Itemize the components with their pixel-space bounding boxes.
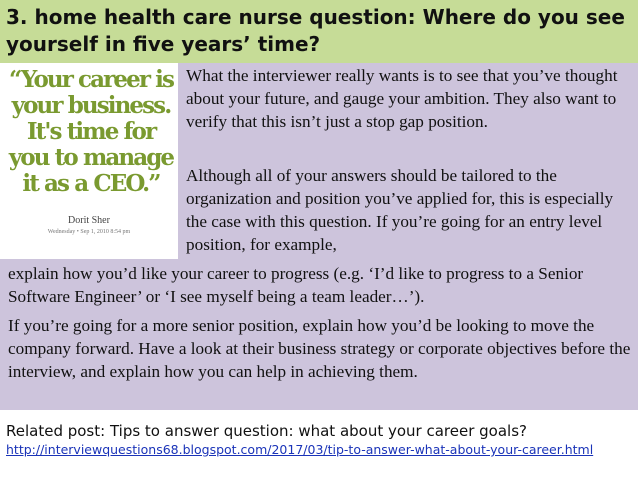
slide-title: 3. home health care nurse question: Where do you see yourself in five years’ time? — [6, 5, 625, 56]
body-paragraph-4: If you’re going for a more senior position, explain how you’d be looking to move the company forward. Have a look at their business strategy or corporate objectives before the interview, and explain how you can help in achieving them. — [8, 316, 631, 381]
title-bar — [0, 0, 638, 63]
quote-date: Wednesday • Sep 1, 2010 8:54 pm — [47, 229, 131, 235]
body-paragraph-1: What the interviewer really wants is to see that you’ve thought about your future, and gauge your ambition. They also want to verify that this isn’t just a stop gap position. — [186, 66, 618, 131]
quote-author: Dorit Sher — [68, 215, 110, 226]
quote-image — [0, 63, 178, 259]
quote-text: “Your career is your business. It's time for you to manage it as a CEO.” — [8, 66, 174, 197]
body-paragraph-2: Although all of your answers should be tailored to the organization and position you’ve applied for, this is especially the case with this question. If you’re going for an entry level position, for example, — [186, 166, 614, 254]
body-paragraph-3: explain how you’d like your career to progress (e.g. ‘I’d like to progress to a Senior Software Engineer’ or ‘I see myself being a team leader…’). — [8, 264, 584, 306]
related-post-link[interactable]: http://interviewquestions68.blogspot.com/2017/03/tip-to-answer-what-about-your-career.html — [6, 442, 594, 457]
related-post-text: Related post: Tips to answer question: what about your career goals? — [6, 422, 527, 440]
